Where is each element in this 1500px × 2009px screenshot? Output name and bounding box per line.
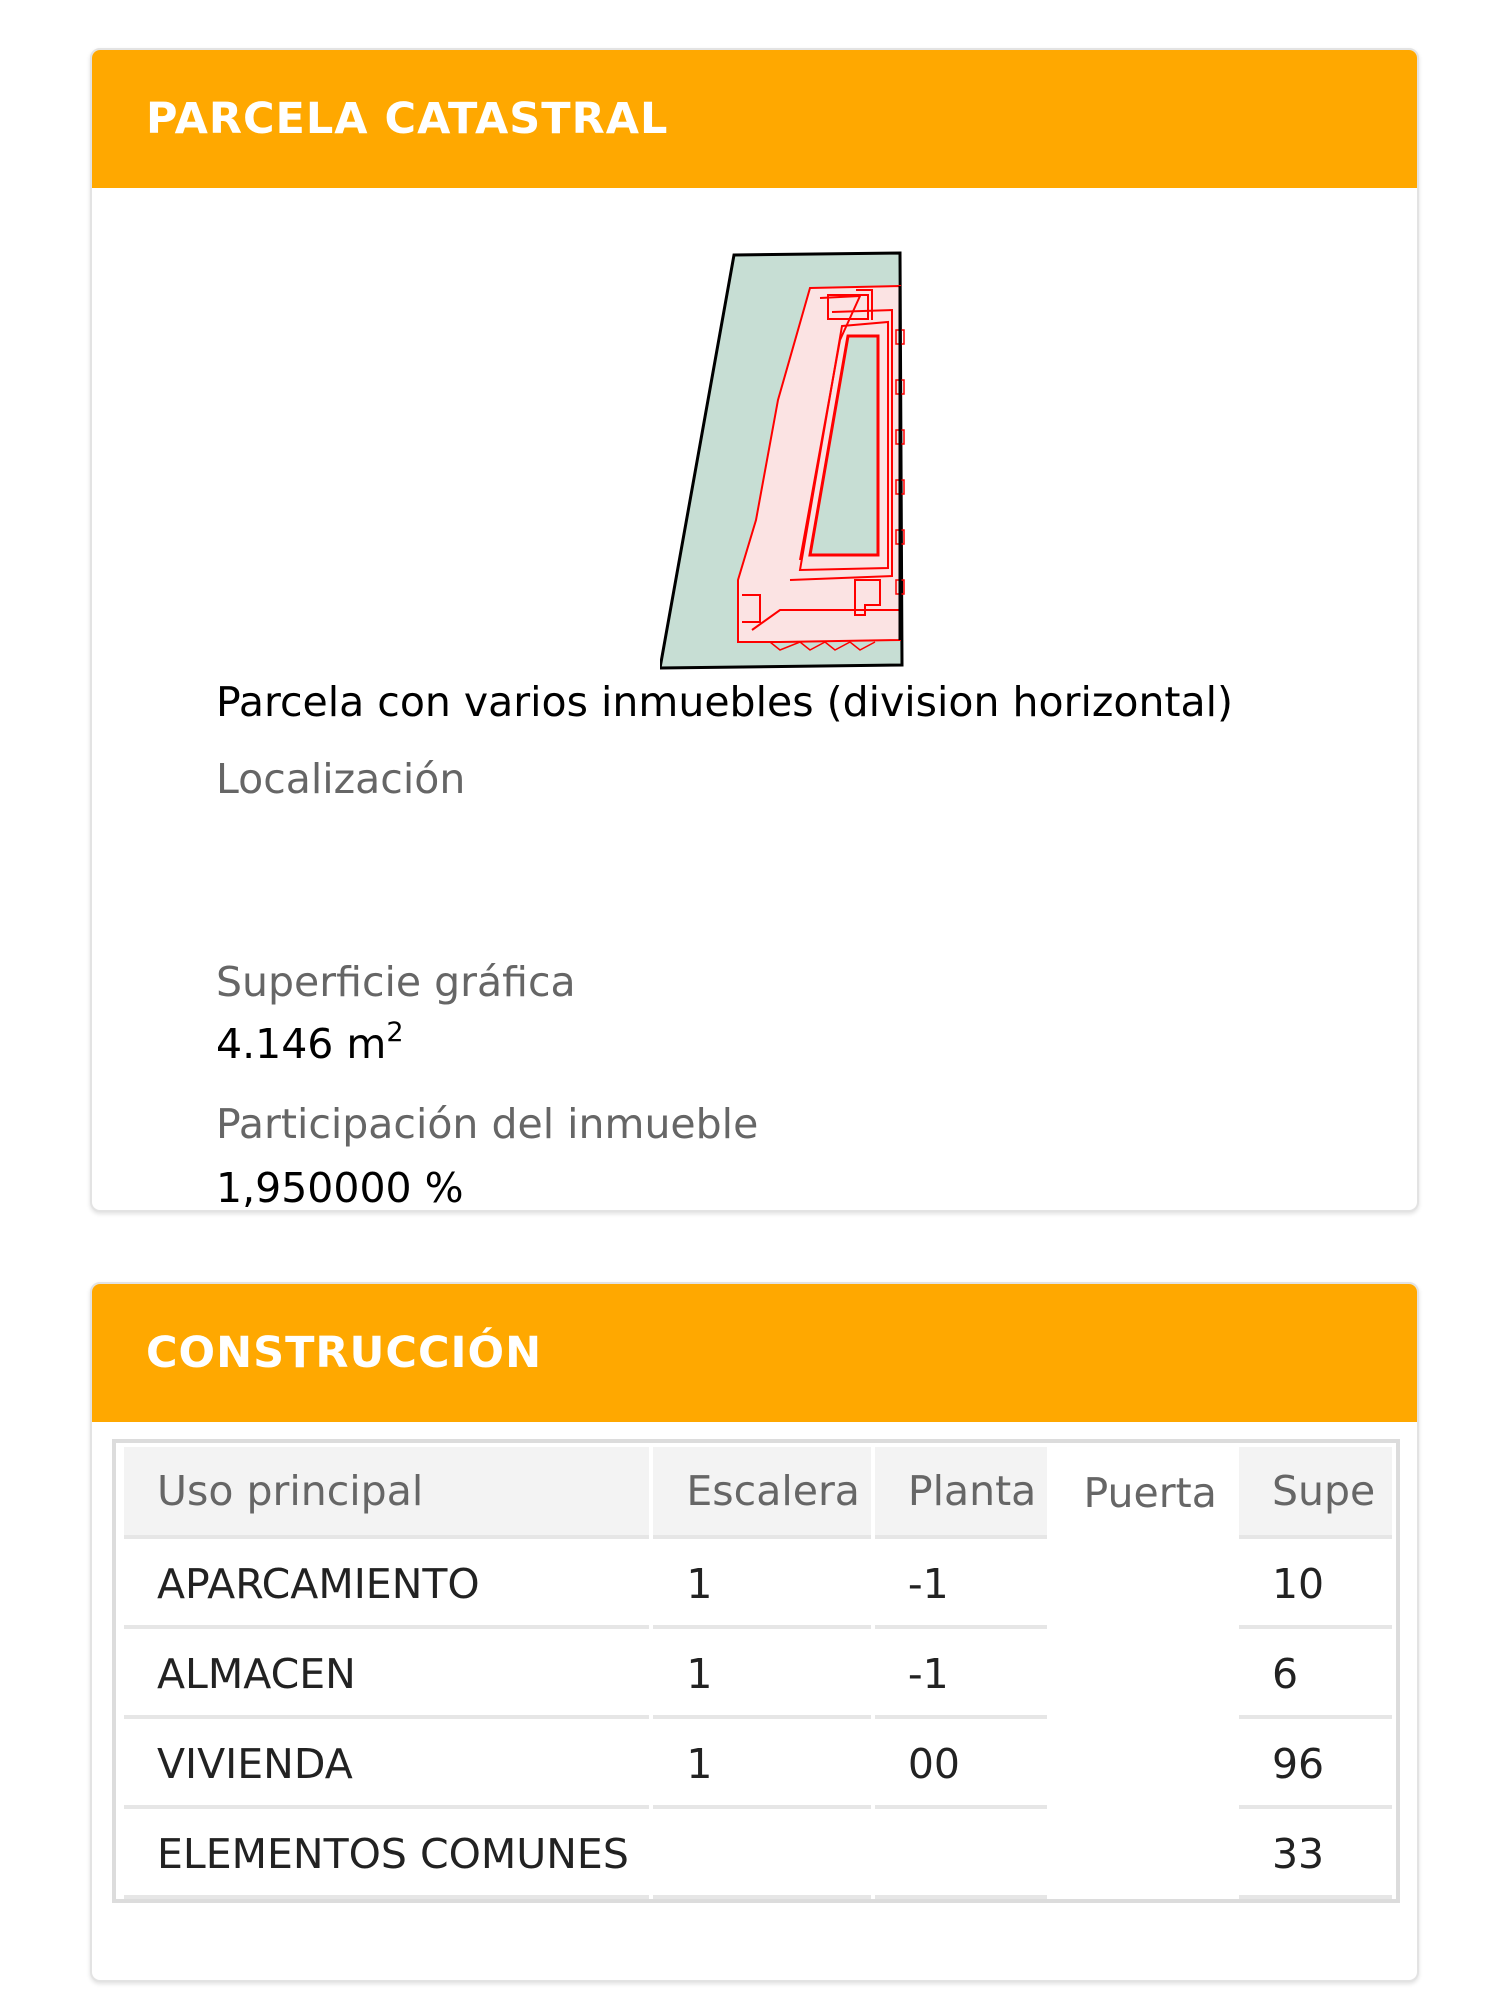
table-header-row	[124, 1447, 1392, 1539]
parcel-plan-image	[660, 250, 1030, 675]
participacion-value: 1,950000 %	[216, 1164, 464, 1212]
cell-uso: ALMACEN	[124, 1633, 649, 1719]
column-header-escalera: Escalera	[653, 1447, 870, 1539]
cell-planta: -1	[875, 1633, 1047, 1719]
localizacion-label: Localización	[216, 755, 466, 803]
cell-escalera: 1	[653, 1633, 870, 1719]
parcel-type-text: Parcela con varios inmuebles (division horizontal)	[216, 678, 1234, 726]
cell-escalera	[653, 1813, 870, 1899]
parcela-header	[92, 50, 1417, 188]
cell-escalera: 1	[653, 1723, 870, 1809]
table-row	[124, 1813, 1392, 1899]
superficie-label: Superficie gráfica	[216, 958, 576, 1006]
cell-uso: ELEMENTOS COMUNES	[124, 1813, 649, 1899]
superficie-value	[216, 1017, 404, 1069]
construccion-title: CONSTRUCCIÓN	[146, 1328, 543, 1378]
superficie-number: 4.146 m	[216, 1020, 387, 1068]
cell-puerta	[1051, 1543, 1235, 1629]
cell-escalera: 1	[653, 1543, 870, 1629]
cell-superficie: 10	[1239, 1543, 1392, 1629]
cell-planta	[875, 1813, 1047, 1899]
construccion-header	[92, 1284, 1417, 1422]
construccion-card	[90, 1282, 1419, 1982]
table-row	[124, 1723, 1392, 1809]
cell-uso: VIVIENDA	[124, 1723, 649, 1809]
construccion-table-scroll[interactable]	[112, 1439, 1400, 1903]
parcela-catastral-card	[90, 48, 1419, 1212]
cell-planta: -1	[875, 1543, 1047, 1629]
cell-puerta	[1051, 1813, 1235, 1899]
construccion-table	[120, 1443, 1396, 1903]
column-header-puerta: Puerta	[1051, 1447, 1235, 1539]
parcela-title: PARCELA CATASTRAL	[146, 94, 669, 144]
table-row	[124, 1633, 1392, 1719]
cell-planta: 00	[875, 1723, 1047, 1809]
participacion-label: Participación del inmueble	[216, 1100, 759, 1148]
cell-superficie: 96	[1239, 1723, 1392, 1809]
cell-puerta	[1051, 1723, 1235, 1809]
table-row	[124, 1543, 1392, 1629]
column-header-uso: Uso principal	[124, 1447, 649, 1539]
cell-superficie: 33	[1239, 1813, 1392, 1899]
cell-puerta	[1051, 1633, 1235, 1719]
cell-superficie: 6	[1239, 1633, 1392, 1719]
parcel-plan-svg	[660, 250, 1030, 675]
column-header-planta: Planta	[875, 1447, 1047, 1539]
column-header-superficie: Supe	[1239, 1447, 1392, 1539]
superficie-exponent: 2	[386, 1017, 404, 1048]
cell-uso: APARCAMIENTO	[124, 1543, 649, 1629]
